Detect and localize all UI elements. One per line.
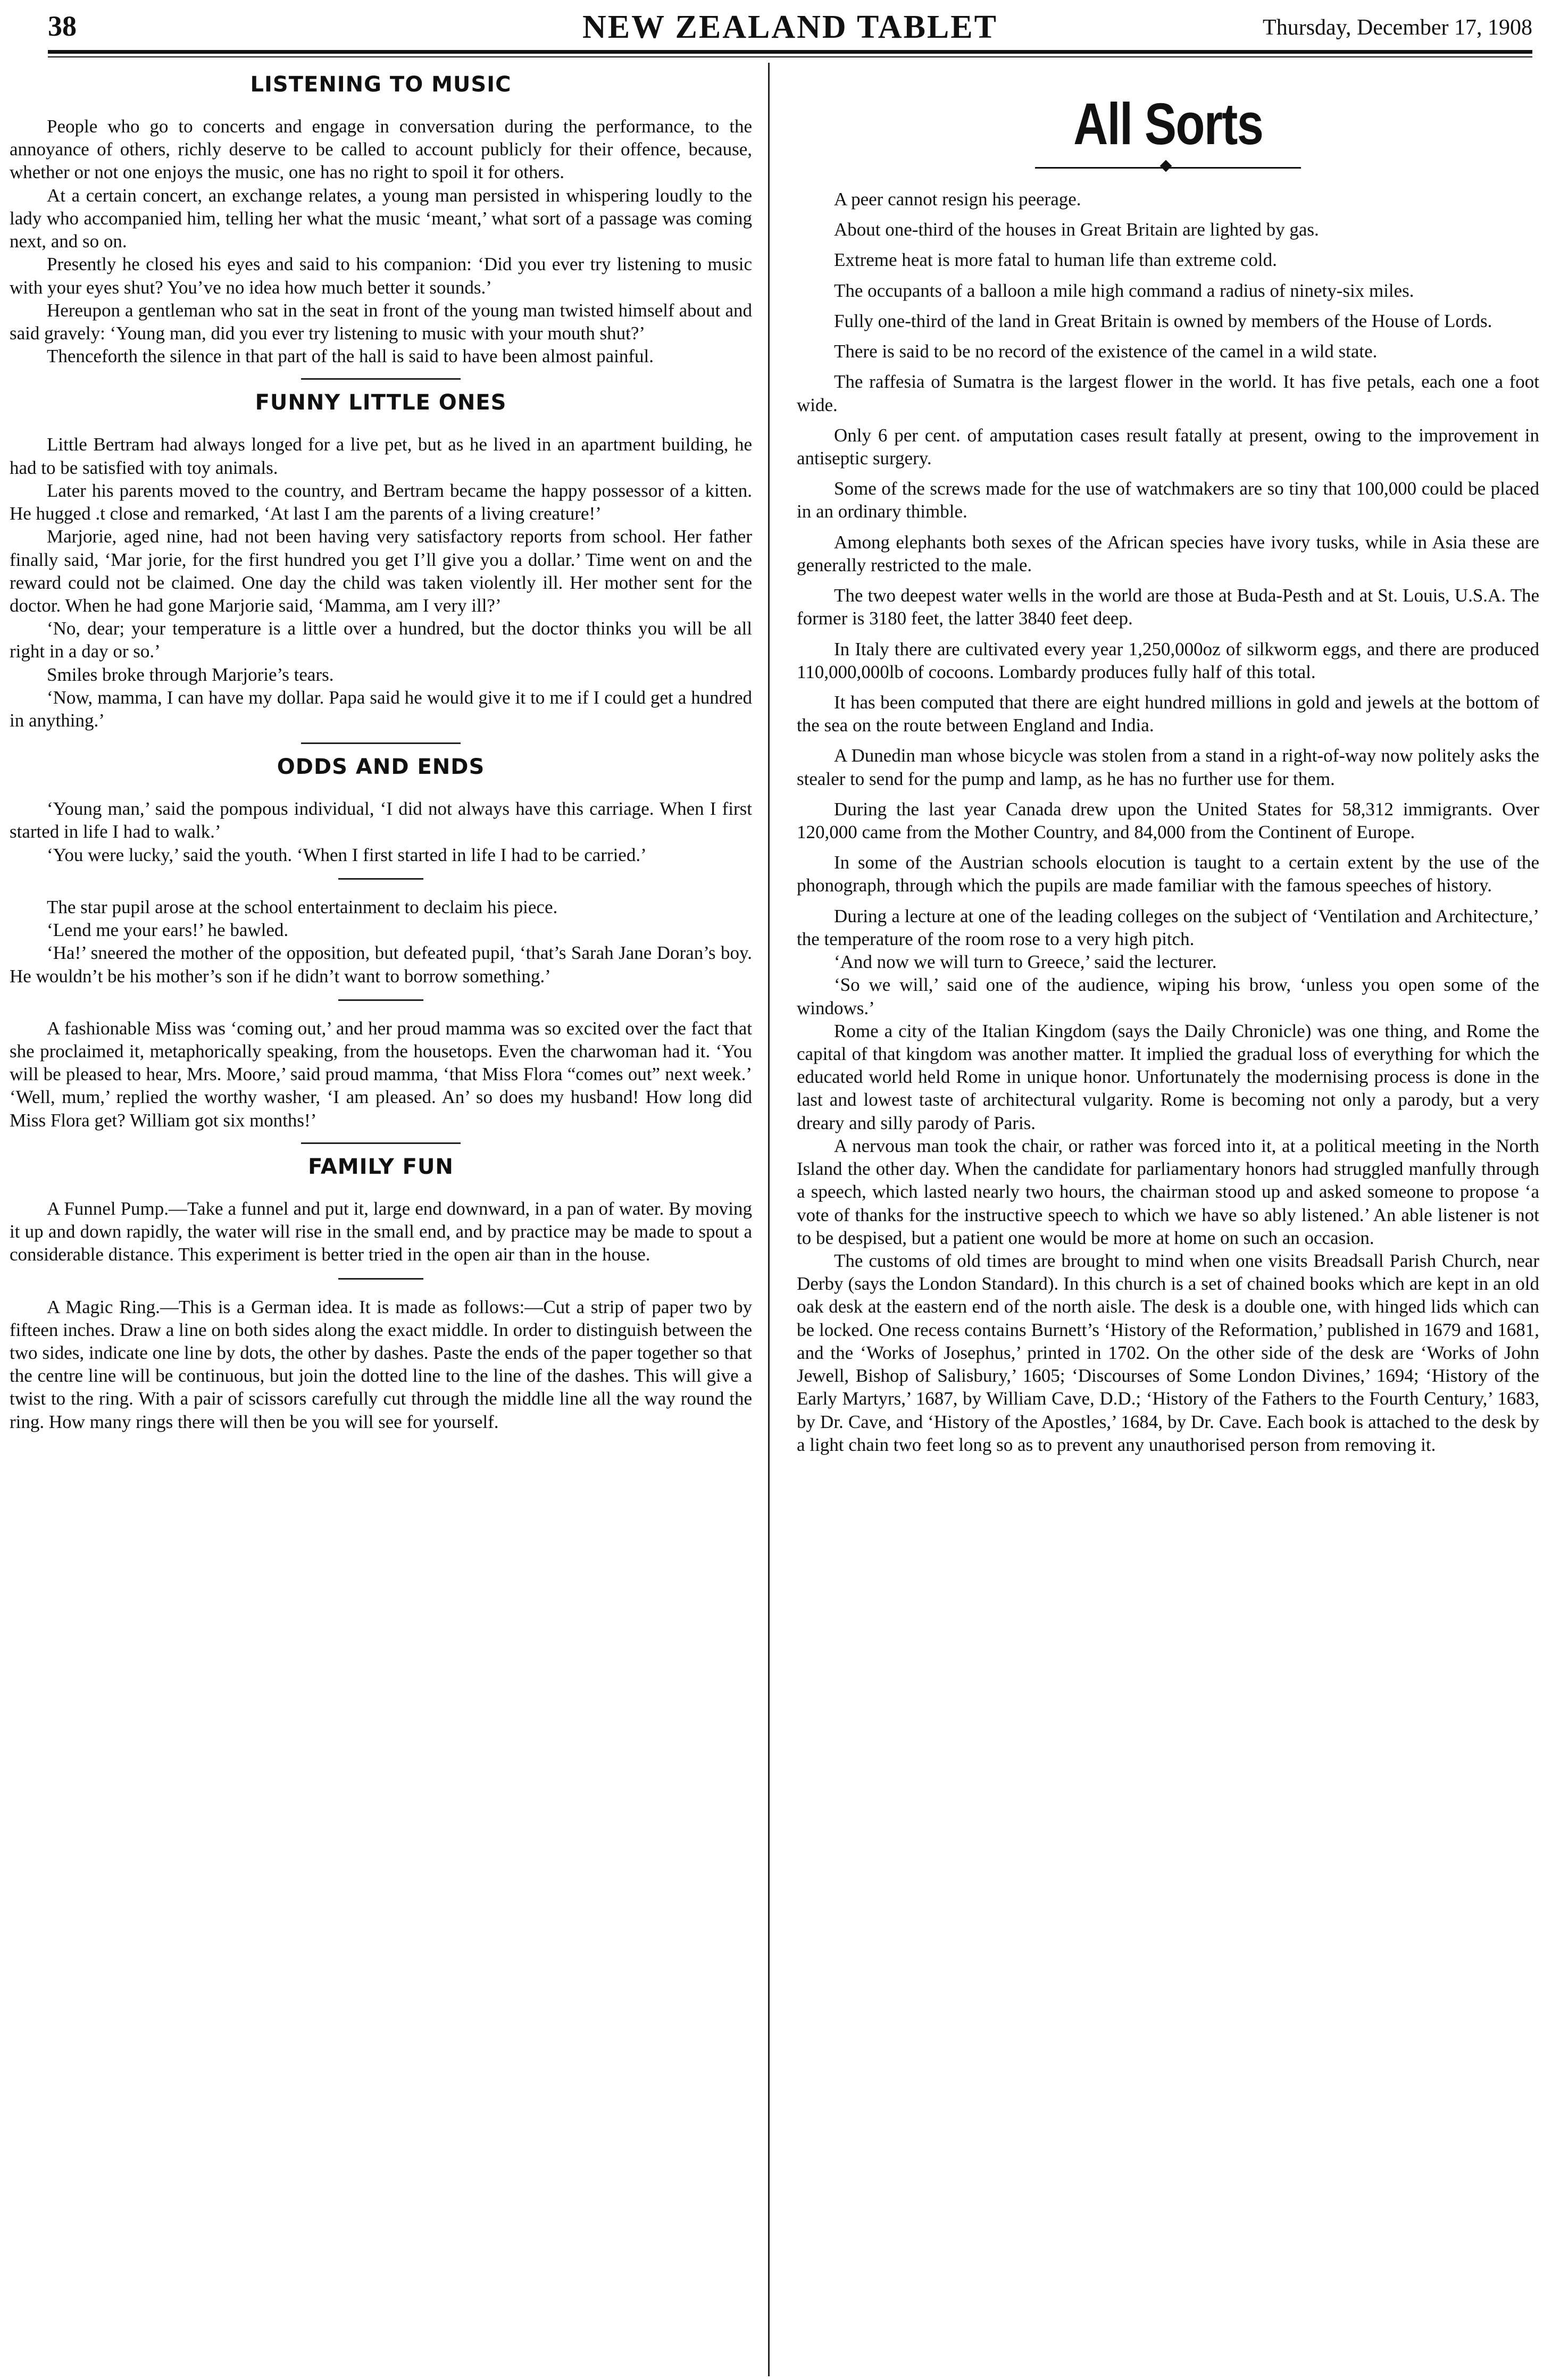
item-divider bbox=[338, 1278, 423, 1280]
sort-item: The customs of old times are brought to mind when one visits Breadsall Parish Church, near Derby (says the London Standard). In this church is a set of chained books which are kept in an old oak desk at the eastern end of the north aisle. The desk is a double one, with hinged lids which can be locked. One recess contains Burnett’s ‘History of the Reformation,’ published in 1679 and 1681, and the ‘Works of Josephus,’ printed in 1702. On the other side of the desk are ‘Works of John Jewell, Bishop of Salisbury,’ 1605; ‘Discourses of Some London Divines,’ 1694; ‘History of the Early Martyrs,’ 1687, by William Cave, D.D.; ‘History of the Fathers to the Fourth Century,’ 1683, by Dr. Cave, and ‘History of the Apostles,’ 1684, by Dr. Cave. Each book is attached to the desk by a light chain two feet long so as to prevent any unauthorised person from removing it. bbox=[797, 1250, 1539, 1455]
sort-item: The raffesia of Sumatra is the largest flower in the world. It has five petals, each one a foot wide. bbox=[797, 371, 1539, 415]
sort-item: Only 6 per cent. of amputation cases result fatally at present, owing to the improvement in antiseptic surgery. bbox=[797, 424, 1539, 469]
sort-item: During the last year Canada drew upon the United States for 58,312 immigrants. Over 120,000 came from the Mother Country, and 84,000 from the Continent of Europe. bbox=[797, 798, 1539, 843]
sort-item: About one-third of the houses in Great Britain are lighted by gas. bbox=[834, 219, 1319, 240]
sort-item: During a lecture at one of the leading colleges on the subject of ‘Ventilation and Architecture,’ the temperature of the room rose to a very high pitch. bbox=[797, 905, 1539, 949]
article-paragraph: The star pupil arose at the school entertainment to declaim his piece. bbox=[47, 896, 558, 917]
article-paragraph: Hereupon a gentleman who sat in the seat in front of the young man twisted himself about and said gravely: ‘Young man, did you ever try listening to music with your mouth shut?’ bbox=[10, 299, 752, 344]
right-column bbox=[797, 72, 1539, 2375]
article-paragraph: ‘Young man,’ said the pompous individual, ‘I did not always have this carriage. When I first started in life I had to walk.’ bbox=[10, 798, 752, 842]
section-title-family-fun: FAMILY FUN bbox=[308, 1154, 454, 1179]
sort-item: Rome a city of the Italian Kingdom (says the Daily Chronicle) was one thing, and Rome the capital of that kingdom was another matter. It implied the gradual loss of everything for which the educated world held Rome in unique honor. Unfortunately the modernising process is done in the last and lowest taste of architectural vulgarity. Rome is becoming not only a parody, but a very dreary and silly parody of Paris. bbox=[797, 1020, 1539, 1133]
sort-item: Extreme heat is more fatal to human life than extreme cold. bbox=[834, 249, 1277, 271]
sort-item: In some of the Austrian schools elocution is taught to a certain extent by the use of the phonograph, through which the pupils are made familiar with the famous speeches of history. bbox=[797, 852, 1539, 896]
article-paragraph: ‘Ha!’ sneered the mother of the opposition, but defeated pupil, ‘that’s Sarah Jane Doran’s boy. He wouldn’t be his mother’s son if he didn’t want to borrow something.’ bbox=[10, 942, 752, 987]
all-sorts-header bbox=[797, 90, 1539, 158]
section-title-listening-to-music: LISTENING TO MUSIC bbox=[250, 72, 512, 97]
article-paragraph: ‘No, dear; your temperature is a little over a hundred, but the doctor thinks you will be all right in a day or so.’ bbox=[10, 618, 752, 662]
article-paragraph: Little Bertram had always longed for a live pet, but as he lived in an apartment building, he had to be satisfied with toy animals. bbox=[10, 434, 752, 478]
sort-item: The two deepest water wells in the world are those at Buda-Pesth and at St. Louis, U.S.A. The former is 3180 feet, the latter 3840 feet deep. bbox=[797, 585, 1539, 629]
newspaper-title: NEW ZEALAND TABLET bbox=[582, 9, 998, 45]
article-paragraph: Presently he closed his eyes and said to his companion: ‘Did you ever try listening to music with your eyes shut? You’ve no idea how much better it sounds.’ bbox=[10, 254, 752, 298]
sort-item: A nervous man took the chair, or rather was forced into it, at a political meeting in the North Island the other day. When the candidate for parliamentary honors had struggled manfully through a speech, which lasted nearly two hours, the chairman stood up and asked someone to propose ‘a vote of thanks for the instructive speech to which we have so ably listened.’ An able listener is not to be despised, but a patient one would be more at home on such an occasion. bbox=[797, 1135, 1539, 1248]
column-divider bbox=[768, 63, 770, 2376]
all-sorts-list bbox=[797, 188, 1539, 1456]
sort-item: There is said to be no record of the existence of the camel in a wild state. bbox=[834, 341, 1378, 362]
sort-item: It has been computed that there are eight hundred millions in gold and jewels at the bottom of the sea on the route between England and India. bbox=[797, 691, 1539, 736]
section-title-all-sorts: All Sorts bbox=[1073, 91, 1263, 157]
article-paragraph: Marjorie, aged nine, had not been having very satisfactory reports from school. Her father finally said, ‘Mar jorie, for the first hundred you get I’ll give you a dollar.’ Time went on and the reward could not be claimed. One day the child was taken violently ill. Her mother sent for the doctor. When he had gone Marjorie said, ‘Mamma, am I very ill?’ bbox=[10, 526, 752, 616]
sort-item: A peer cannot resign his peerage. bbox=[834, 189, 1081, 210]
sort-item: A Dunedin man whose bicycle was stolen from a stand in a right-of-way now politely asks the stealer to send for the pump and lamp, as he has no further use for them. bbox=[797, 745, 1539, 789]
sort-item: In Italy there are cultivated every year 1,250,000oz of silkworm eggs, and there are produced 110,000,000lb of cocoons. Lombardy produces fully half of this total. bbox=[797, 638, 1539, 682]
section-title-odds-and-ends: ODDS AND ENDS bbox=[277, 755, 485, 780]
item-divider bbox=[338, 878, 423, 880]
article-paragraph: A Funnel Pump.—Take a funnel and put it, large end downward, in a pan of water. By moving it up and down rapidly, the water will rise in the small end, and by practice may be made to spout a considerable distance. This experiment is better tried in the open air than in the house. bbox=[10, 1198, 752, 1265]
header-rule-thin bbox=[48, 56, 1532, 57]
diamond-ornament-icon bbox=[1160, 160, 1172, 172]
page-number: 38 bbox=[48, 10, 77, 42]
article-paragraph: Smiles broke through Marjorie’s tears. bbox=[47, 664, 334, 685]
article-paragraph: Thenceforth the silence in that part of the hall is said to have been almost painful. bbox=[47, 346, 654, 367]
article-paragraph: ‘Now, mamma, I can have my dollar. Papa said he would give it to me if I could get a hundred in anything.’ bbox=[10, 687, 752, 731]
article-paragraph: Later his parents moved to the country, and Bertram became the happy possessor of a kitten. He hugged .t close and remarked, ‘At last I am the parents of a living creature!’ bbox=[10, 480, 752, 524]
section-divider bbox=[301, 378, 461, 380]
left-column bbox=[10, 72, 752, 2375]
issue-date: Thursday, December 17, 1908 bbox=[1263, 15, 1532, 40]
header-rule bbox=[48, 50, 1532, 54]
sort-item: ‘And now we will turn to Greece,’ said the lecturer. bbox=[834, 951, 1217, 973]
section-title-funny-little-ones: FUNNY LITTLE ONES bbox=[255, 390, 507, 415]
article-paragraph: A fashionable Miss was ‘coming out,’ and her proud mamma was so excited over the fact that she proclaimed it, metaphorically speaking, from the housetops. Even the charwoman had it. ‘You will be pleased to hear, Mrs. Moore,’ said proud mamma, ‘that Miss Flora “comes out” next week.’ ‘Well, mum,’ replied the worthy washer, ‘I am pleased. An’ so does my husband! How long did Miss Flora get? William got six months!’ bbox=[10, 1017, 752, 1131]
title-ornament bbox=[1035, 161, 1301, 174]
sort-item: Among elephants both sexes of the African species have ivory tusks, while in Asia these are generally restricted to the male. bbox=[797, 531, 1539, 575]
sort-item: Some of the screws made for the use of watchmakers are so tiny that 100,000 could be placed in an ordinary thimble. bbox=[797, 478, 1539, 522]
masthead bbox=[48, 5, 1532, 49]
section-divider bbox=[301, 742, 461, 744]
item-divider bbox=[338, 999, 423, 1001]
sort-item: ‘So we will,’ said one of the audience, wiping his brow, ‘unless you open some of the windows.’ bbox=[797, 974, 1539, 1018]
sort-item: The occupants of a balloon a mile high command a radius of ninety-six miles. bbox=[834, 280, 1414, 301]
sort-item: Fully one-third of the land in Great Britain is owned by members of the House of Lords. bbox=[834, 310, 1492, 331]
article-paragraph: A Magic Ring.—This is a German idea. It is made as follows:—Cut a strip of paper two by fifteen inches. Draw a line on both sides along the exact middle. In order to distinguish between the two sides, indicate one line by dots, the other by dashes. Paste the ends of the paper together so that the centre line will be continuous, but join the dotted line to the line of the dashes. This will give a twist to the ring. With a pair of scissors carefully cut through the middle line all the way round the ring. How many rings there will then be you will see for yourself. bbox=[10, 1296, 752, 1432]
article-paragraph: ‘You were lucky,’ said the youth. ‘When I first started in life I had to be carried.’ bbox=[47, 844, 647, 865]
section-divider bbox=[301, 1142, 461, 1144]
article-paragraph: ‘Lend me your ears!’ he bawled. bbox=[47, 920, 289, 941]
article-paragraph: At a certain concert, an exchange relates, a young man persisted in whispering loudly to the lady who accompanied him, telling her what the music ‘meant,’ what sort of a passage was coming next, and so on. bbox=[10, 185, 752, 252]
article-paragraph: People who go to concerts and engage in conversation during the performance, to the annoyance of others, richly deserve to be called to account publicly for their offence, because, whether or not one enjoys the music, one has no right to spoil it for others. bbox=[10, 116, 752, 183]
